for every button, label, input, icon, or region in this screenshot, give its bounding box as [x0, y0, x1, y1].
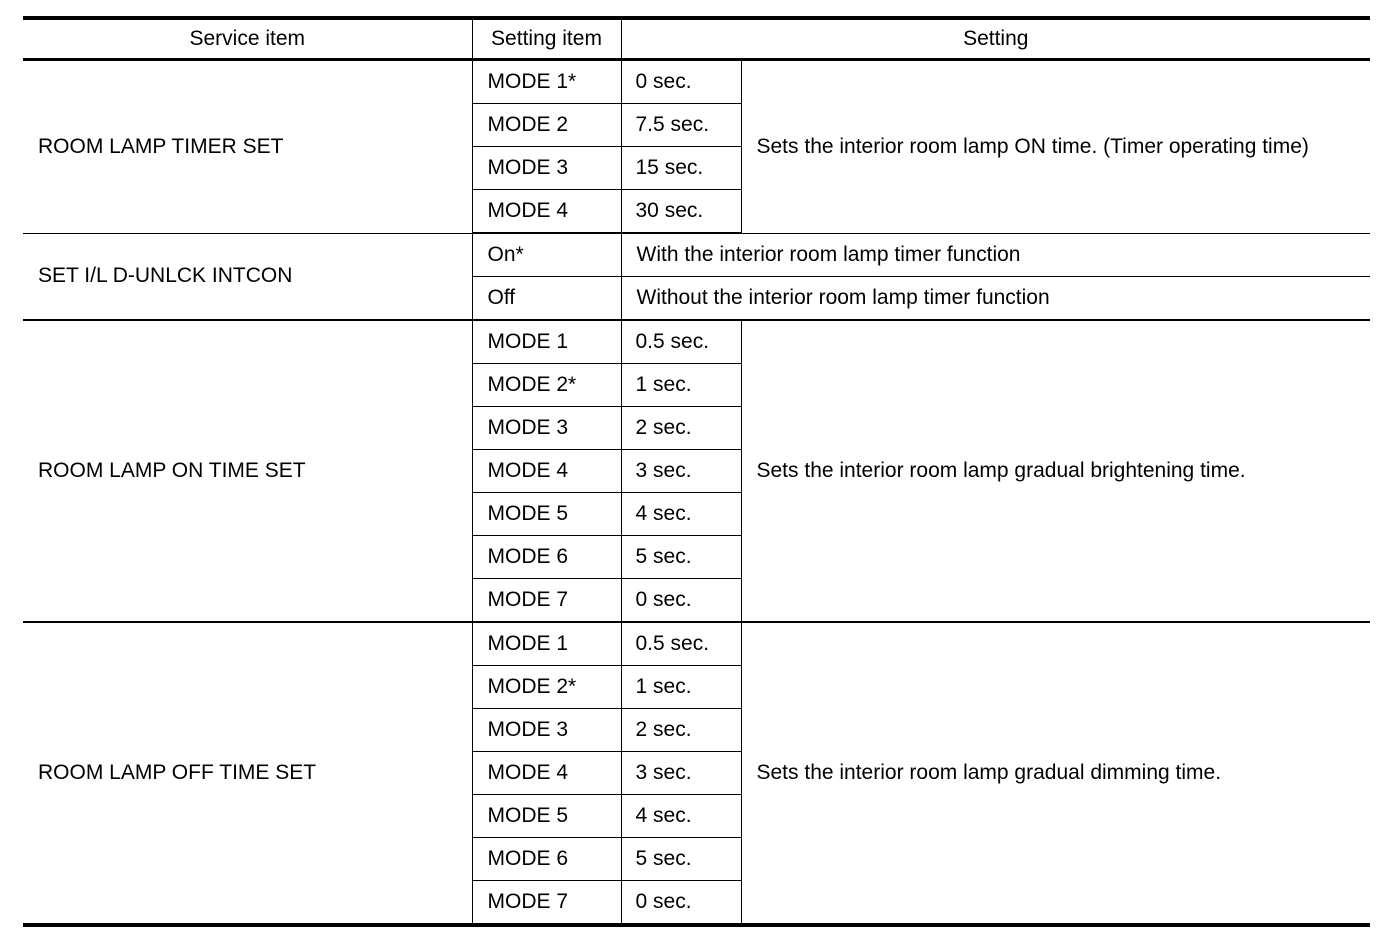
service-item-cell: SET I/L D-UNLCK INTCON	[23, 233, 472, 320]
service-item-cell: ROOM LAMP ON TIME SET	[23, 320, 472, 622]
header-setting: Setting	[621, 18, 1370, 60]
setting-item-cell: MODE 2*	[472, 364, 621, 407]
setting-item-cell: MODE 3	[472, 147, 621, 190]
setting-value-cell: 1 sec.	[621, 666, 741, 709]
service-item-cell: ROOM LAMP OFF TIME SET	[23, 622, 472, 925]
setting-item-cell: MODE 2	[472, 104, 621, 147]
setting-value-cell: 5 sec.	[621, 536, 741, 579]
setting-item-cell: MODE 5	[472, 493, 621, 536]
setting-item-cell: MODE 1*	[472, 60, 621, 104]
setting-value-cell: 1 sec.	[621, 364, 741, 407]
setting-item-cell: MODE 1	[472, 622, 621, 666]
setting-item-cell: MODE 6	[472, 838, 621, 881]
setting-item-cell: MODE 4	[472, 450, 621, 493]
setting-description-cell: Sets the interior room lamp gradual brightening time.	[741, 320, 1370, 622]
setting-item-cell: MODE 2*	[472, 666, 621, 709]
setting-value-cell: 4 sec.	[621, 493, 741, 536]
setting-value-cell: 5 sec.	[621, 838, 741, 881]
setting-item-cell: MODE 3	[472, 407, 621, 450]
table-header-row	[23, 18, 1370, 60]
setting-item-cell: On*	[472, 233, 621, 277]
service-item-cell: ROOM LAMP TIMER SET	[23, 60, 472, 234]
header-setting-item: Setting item	[472, 18, 621, 60]
setting-value-cell: 15 sec.	[621, 147, 741, 190]
setting-value-cell: 3 sec.	[621, 752, 741, 795]
setting-value-cell: 2 sec.	[621, 407, 741, 450]
setting-item-cell: MODE 7	[472, 579, 621, 623]
setting-item-cell: MODE 1	[472, 320, 621, 364]
setting-item-cell: MODE 4	[472, 190, 621, 234]
header-service-item: Service item	[23, 18, 472, 60]
setting-value-cell: 4 sec.	[621, 795, 741, 838]
setting-item-cell: MODE 7	[472, 881, 621, 926]
setting-value-cell: 2 sec.	[621, 709, 741, 752]
setting-value-cell: 7.5 sec.	[621, 104, 741, 147]
setting-value-cell: 3 sec.	[621, 450, 741, 493]
setting-value-cell: 0.5 sec.	[621, 320, 741, 364]
setting-value-cell: 30 sec.	[621, 190, 741, 234]
table-row	[23, 233, 1370, 277]
setting-item-cell: MODE 6	[472, 536, 621, 579]
table-row	[23, 320, 1370, 364]
setting-item-cell: Off	[472, 277, 621, 321]
setting-value-cell: 0 sec.	[621, 881, 741, 926]
setting-value-cell: 0 sec.	[621, 60, 741, 104]
table-row	[23, 622, 1370, 666]
setting-description-cell: Sets the interior room lamp ON time. (Timer operating time)	[741, 60, 1370, 234]
setting-value-cell: 0 sec.	[621, 579, 741, 623]
setting-description-cell: With the interior room lamp timer function	[621, 233, 1370, 277]
setting-item-cell: MODE 4	[472, 752, 621, 795]
setting-item-cell: MODE 3	[472, 709, 621, 752]
table-row	[23, 60, 1370, 104]
setting-description-cell: Without the interior room lamp timer function	[621, 277, 1370, 321]
setting-description-cell: Sets the interior room lamp gradual dimming time.	[741, 622, 1370, 925]
service-settings-table	[23, 16, 1370, 927]
setting-item-cell: MODE 5	[472, 795, 621, 838]
setting-value-cell: 0.5 sec.	[621, 622, 741, 666]
